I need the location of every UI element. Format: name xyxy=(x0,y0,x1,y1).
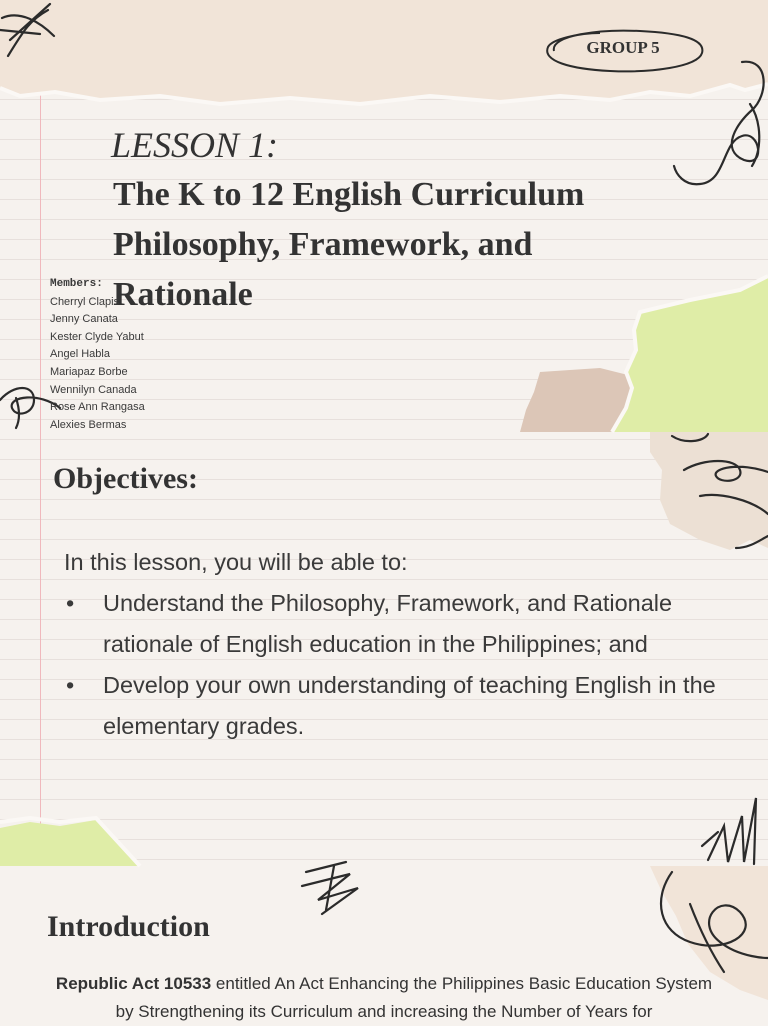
lesson-title-line: Rationale xyxy=(113,276,253,313)
member-name: Rose Ann Rangasa xyxy=(50,401,145,414)
introduction-text: entitled An Act Enhancing the Philippines Basic Education System by Strengthening its Curriculum and increasing the Number of Years for xyxy=(115,974,713,1021)
objective-text: Develop your own understanding of teaching English in the elementary grades. xyxy=(103,672,716,739)
member-name: Alexies Bermas xyxy=(50,418,127,431)
member-name: Cherryl Clapis xyxy=(50,295,120,308)
members-label: Members: xyxy=(50,278,103,290)
bullet-icon: • xyxy=(66,590,75,616)
lesson-title-line: The K to 12 English Curriculum xyxy=(113,176,585,213)
torn-paper-tan-right xyxy=(650,432,768,550)
member-name: Wennilyn Canada xyxy=(50,383,137,396)
objective-text: Understand the Philosophy, Framework, and Rationale rationale of English education in the Philippines; and xyxy=(103,590,673,657)
bullet-icon: • xyxy=(66,672,75,698)
list-item xyxy=(64,583,724,665)
member-name: Kester Clyde Yabut xyxy=(50,330,144,343)
group-badge: GROUP 5 xyxy=(586,38,660,57)
list-item xyxy=(64,665,724,747)
member-name: Angel Habla xyxy=(50,348,110,361)
member-name: Mariapaz Borbe xyxy=(50,365,128,378)
introduction-paragraph xyxy=(50,970,718,1026)
objectives-heading: Objectives: xyxy=(53,462,198,495)
introduction-heading: Introduction xyxy=(47,910,210,943)
act-name: Republic Act 10533 xyxy=(55,974,212,993)
objectives-body xyxy=(64,542,724,747)
objectives-list xyxy=(64,583,724,747)
lesson-title xyxy=(113,170,673,320)
lesson-number: LESSON 1: xyxy=(111,125,279,165)
members-list xyxy=(50,276,145,434)
member-name: Jenny Canata xyxy=(50,313,118,326)
objectives-intro: In this lesson, you will be able to: xyxy=(64,549,408,575)
lesson-title-line: Philosophy, Framework, and xyxy=(113,226,533,263)
